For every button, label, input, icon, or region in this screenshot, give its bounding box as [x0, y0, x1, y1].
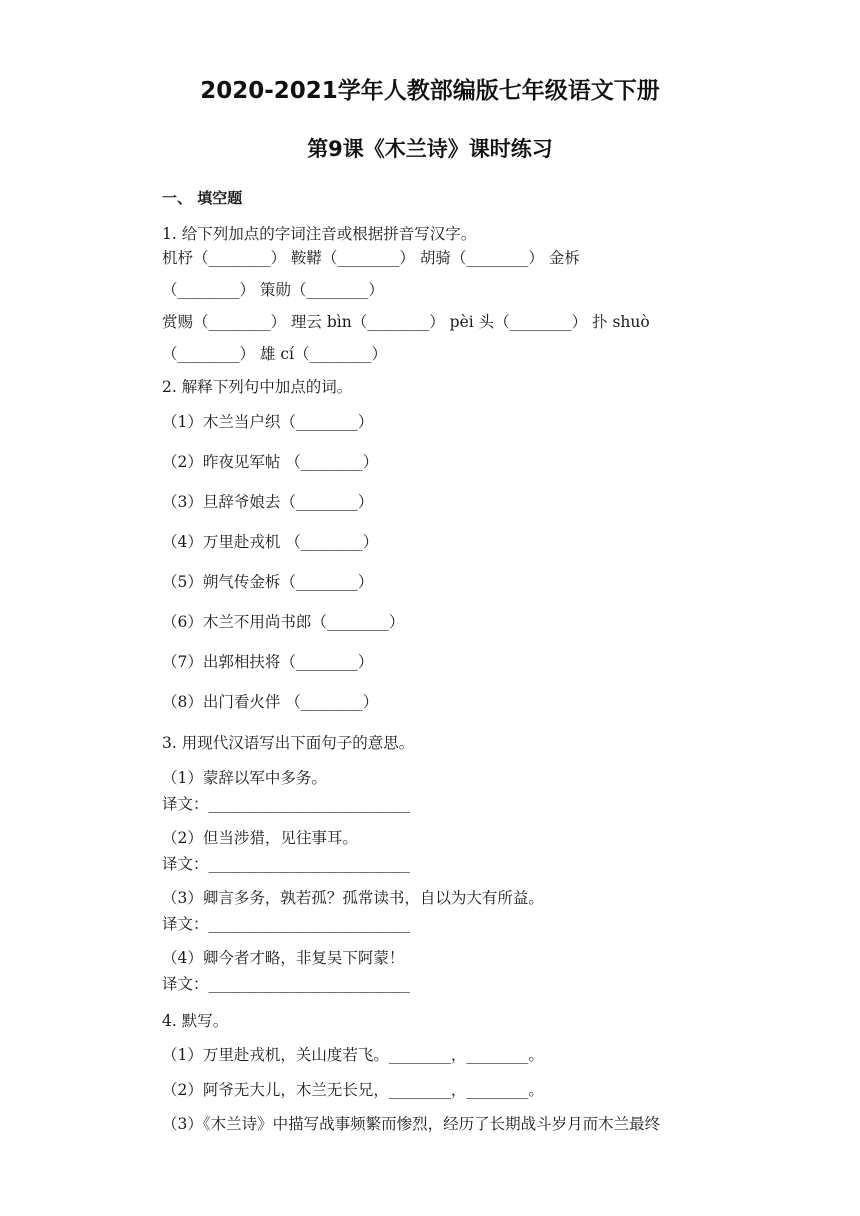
q2-item: （4）万里赴戎机 （________） — [162, 533, 379, 551]
q1-row-1: 机杼（________） 鞍鞯（________） 胡骑（________） 金柝 — [162, 249, 580, 267]
page-subtitle: 第9课《木兰诗》课时练习 — [307, 137, 553, 161]
q2-item: （1）木兰当户织（________） — [162, 413, 374, 431]
q2-item: （7）出郭相扶将（________） — [162, 653, 374, 671]
q4-item: （3）《木兰诗》中描写战事频繁而惨烈，经历了长期战斗岁月而木兰最终 — [162, 1115, 661, 1133]
q4-item: （1）万里赴戎机，关山度若飞。________，________。 — [162, 1046, 544, 1064]
section-heading: 一、 填空题 — [162, 189, 243, 207]
q2-prompt: 2. 解释下列句中加点的词。 — [162, 378, 353, 396]
page-title: 2020-2021学年人教部编版七年级语文下册 — [200, 78, 660, 104]
q3-item: （1）蒙辞以军中多务。 — [162, 769, 327, 787]
q4-item: （2）阿爷无大儿，木兰无长兄，________，________。 — [162, 1081, 544, 1099]
q3-prompt: 3. 用现代汉语写出下面句子的意思。 — [162, 734, 415, 752]
q2-item: （5）朔气传金柝（________） — [162, 573, 374, 591]
q3-answer-line: 译文：__________________________ — [162, 855, 411, 873]
q3-answer-line: 译文：__________________________ — [162, 795, 411, 813]
q2-item: （3）旦辞爷娘去（________） — [162, 493, 374, 511]
q3-item: （3）卿言多务，孰若孤？孤常读书，自以为大有所益。 — [162, 889, 544, 907]
q2-item: （2）昨夜见军帖 （________） — [162, 453, 379, 471]
q4-prompt: 4. 默写。 — [162, 1012, 229, 1030]
q3-answer-line: 译文：__________________________ — [162, 915, 411, 933]
q1-row-2: （________） 策勋（________） — [162, 281, 384, 299]
q1-prompt: 1. 给下列加点的字词注音或根据拼音写汉字。 — [162, 225, 477, 243]
q1-row-4: （________） 雄 cí（________） — [162, 345, 387, 363]
q3-item: （4）卿今者才略，非复吴下阿蒙！ — [162, 949, 405, 967]
q3-item: （2）但当涉猎，见往事耳。 — [162, 829, 358, 847]
q3-answer-line: 译文：__________________________ — [162, 975, 411, 993]
q2-item: （6）木兰不用尚书郎（________） — [162, 613, 405, 631]
q1-row-3: 赏赐（________） 理云 bìn（________） pèi 头（________） 扑 shuò — [162, 313, 650, 331]
q2-item: （8）出门看火伴 （________） — [162, 693, 379, 711]
